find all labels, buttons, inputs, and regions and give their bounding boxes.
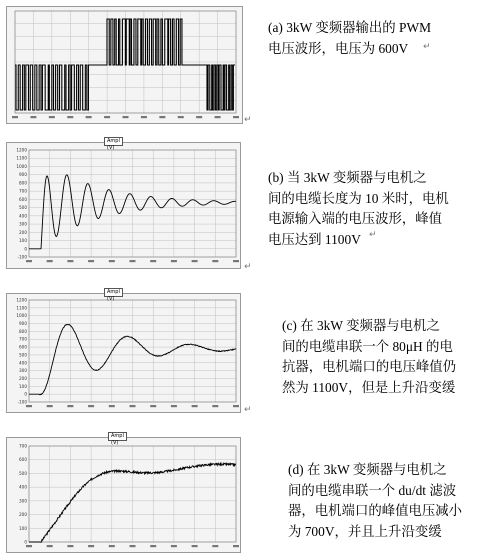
x-tick-label <box>192 545 198 547</box>
x-tick-label <box>30 116 36 118</box>
x-tick-label <box>178 116 184 118</box>
x-tick-label <box>171 260 177 262</box>
x-tick-label <box>109 260 115 262</box>
caption-c <box>282 316 477 398</box>
caption-line: 电压波形，电压为 600V <box>268 40 409 56</box>
y-tick-label: 600 <box>19 457 27 463</box>
y-tick-label: 700 <box>19 336 27 342</box>
legend-d: Ampl (V) <box>108 432 127 441</box>
caption-line: 电源输入端的电压波形，峰值 <box>268 211 443 226</box>
x-tick-label <box>212 405 218 407</box>
x-tick-label <box>171 545 177 547</box>
x-tick-label <box>215 116 221 118</box>
x-tick-label <box>212 545 218 547</box>
y-tick-label: 800 <box>19 328 27 334</box>
x-tick-label <box>67 405 73 407</box>
caption-line: (a) 3kW 变频器输出的 PWM <box>268 20 432 35</box>
y-tick-label: 600 <box>19 344 27 350</box>
caption-line: 抗器，电机端口的电压峰值仍 <box>282 359 457 374</box>
x-tick-label <box>141 116 147 118</box>
x-tick-label <box>159 116 165 118</box>
caption-line: 为 700V，并且上升沿变缓 <box>288 523 442 539</box>
y-tick-label: 900 <box>19 172 27 178</box>
y-tick-label: 200 <box>19 375 27 381</box>
x-tick-label <box>233 405 239 407</box>
cable-plot <box>6 142 241 269</box>
y-tick-label: 1000 <box>16 163 27 169</box>
y-tick-label: 400 <box>19 360 27 366</box>
y-tick-label: -100 <box>17 399 27 405</box>
x-tick-label <box>196 116 202 118</box>
x-tick-label <box>12 116 18 118</box>
x-tick-label <box>49 116 55 118</box>
caption-line: (c) 在 3kW 变频器与电机之 <box>282 318 440 333</box>
caption-line: 然为 1100V，但是上升沿变缓 <box>282 379 456 395</box>
voltage-trace <box>15 19 235 110</box>
x-tick-label <box>233 116 239 118</box>
x-tick-label <box>26 405 32 407</box>
return-mark: ↵ <box>244 405 252 415</box>
x-tick-label <box>130 260 136 262</box>
y-tick-label: 1200 <box>16 297 27 303</box>
x-tick-label <box>67 545 73 547</box>
caption-line: (b) 当 3kW 变频器与电机之 <box>268 170 427 185</box>
y-tick-label: 500 <box>19 205 27 211</box>
y-tick-label: 100 <box>19 525 27 531</box>
x-tick-label <box>104 116 110 118</box>
y-tick-label: -100 <box>17 254 27 260</box>
pwm-plot <box>6 6 243 124</box>
filter-plot <box>6 437 241 553</box>
x-tick-label <box>171 405 177 407</box>
x-tick-label <box>150 405 156 407</box>
caption-line: 器，电机端口的峰值电压减小 <box>288 503 463 518</box>
x-tick-label <box>130 545 136 547</box>
caption-line: 间的电缆长度为 10 米时，电机 <box>268 190 449 206</box>
x-tick-label <box>192 260 198 262</box>
x-tick-label <box>47 405 53 407</box>
y-tick-label: 900 <box>19 321 27 327</box>
y-tick-label: 700 <box>19 443 27 449</box>
x-tick-label <box>130 405 136 407</box>
x-tick-label <box>150 545 156 547</box>
return-mark: ↵ <box>244 115 252 125</box>
caption-line: (d) 在 3kW 变频器与电机之 <box>288 462 447 477</box>
x-tick-label <box>88 545 94 547</box>
x-tick-label <box>192 405 198 407</box>
x-tick-label <box>109 545 115 547</box>
reactor-plot <box>6 293 241 413</box>
filter-waveform <box>7 438 240 552</box>
x-tick-label <box>67 116 73 118</box>
x-tick-label <box>212 260 218 262</box>
x-tick-label <box>150 260 156 262</box>
y-tick-label: 300 <box>19 368 27 374</box>
y-tick-label: 400 <box>19 484 27 490</box>
legend-c: Ampl (V) <box>104 288 123 297</box>
caption-line: 间的电缆串联一个 du/dt 滤波 <box>288 482 457 498</box>
y-tick-label: 0 <box>24 539 27 545</box>
y-tick-label: 300 <box>19 498 27 504</box>
y-tick-label: 800 <box>19 180 27 186</box>
x-tick-label <box>26 545 32 547</box>
return-mark: ↵ <box>369 230 377 240</box>
grid <box>29 300 236 402</box>
grid <box>29 446 236 542</box>
y-tick-label: 200 <box>19 229 27 235</box>
x-tick-label <box>47 545 53 547</box>
y-tick-label: 500 <box>19 352 27 358</box>
x-tick-label <box>88 260 94 262</box>
y-tick-label: 300 <box>19 221 27 227</box>
x-tick-label <box>86 116 92 118</box>
y-tick-label: 1000 <box>16 313 27 319</box>
caption-line: 间的电缆串联一个 80μH 的电 <box>282 338 453 354</box>
x-tick-label <box>88 405 94 407</box>
x-tick-label <box>47 260 53 262</box>
caption-d <box>288 460 478 542</box>
x-tick-label <box>123 116 129 118</box>
cable-waveform <box>7 143 240 268</box>
caption-line: 电压达到 1100V <box>268 231 361 247</box>
x-tick-label <box>67 260 73 262</box>
grid <box>29 150 236 257</box>
y-tick-label: 400 <box>19 213 27 219</box>
return-mark: ↵ <box>244 262 252 272</box>
y-tick-label: 500 <box>19 470 27 476</box>
y-tick-label: 1100 <box>16 305 27 311</box>
return-mark: ↵ <box>423 42 431 52</box>
y-tick-label: 200 <box>19 512 27 518</box>
y-tick-label: 100 <box>19 238 27 244</box>
x-tick-label <box>233 260 239 262</box>
x-tick-label <box>233 545 239 547</box>
y-tick-label: 1100 <box>16 155 27 161</box>
reactor-waveform <box>7 294 240 412</box>
y-tick-label: 700 <box>19 188 27 194</box>
y-tick-label: 100 <box>19 383 27 389</box>
x-tick-label <box>26 260 32 262</box>
pwm-waveform <box>7 7 242 123</box>
y-tick-label: 600 <box>19 196 27 202</box>
y-tick-label: 0 <box>24 246 27 252</box>
caption-a <box>268 18 468 59</box>
legend-b: Ampl (V) <box>104 137 123 146</box>
y-tick-label: 0 <box>24 391 27 397</box>
x-tick-label <box>109 405 115 407</box>
y-tick-label: 1200 <box>16 147 27 153</box>
